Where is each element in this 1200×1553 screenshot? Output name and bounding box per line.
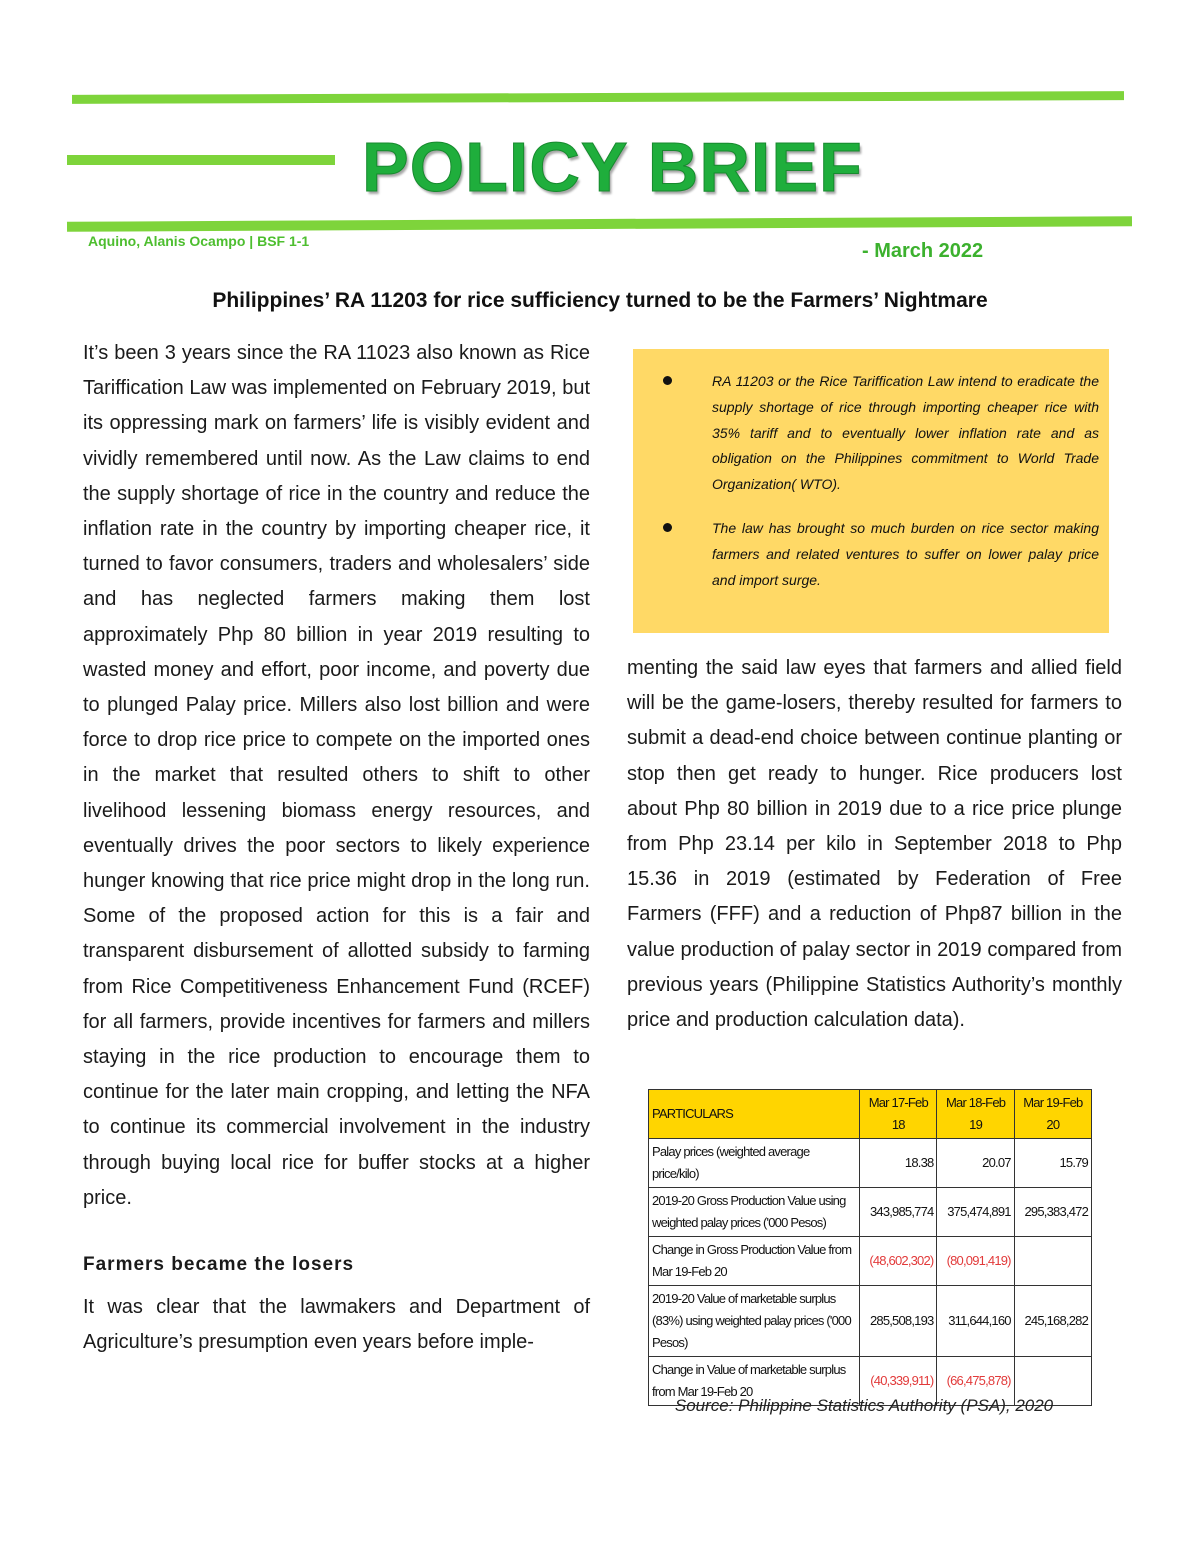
table-row xyxy=(649,1139,1092,1188)
table-cell: 20.07 xyxy=(937,1139,1014,1188)
title-accent-line xyxy=(67,155,335,165)
list-item xyxy=(645,369,1099,498)
section-paragraph: It was clear that the lawmakers and Department of Agriculture’s presumption even years before imple- xyxy=(83,1296,590,1354)
key-points-box xyxy=(633,349,1109,633)
bullet-icon xyxy=(663,376,672,385)
table-cell: 285,508,193 xyxy=(860,1286,937,1357)
row-label: Change in Gross Production Value from Mar 19-Feb 20 xyxy=(649,1237,860,1286)
bullet-icon xyxy=(663,523,672,532)
document-title: POLICY BRIEF xyxy=(362,128,863,206)
table-cell: 311,644,160 xyxy=(937,1286,1014,1357)
section-heading: Farmers became the losers xyxy=(83,1254,355,1276)
row-label: 2019-20 Gross Production Value using weighted palay prices ('000 Pesos) xyxy=(649,1188,860,1237)
intro-paragraph: It’s been 3 years since the RA 11023 also known as Rice Tariffication Law was implemented on February 2019, but its oppressing mark on farmers’ life is visibly evident and vividly remembered until now. As the Law claims to end the supply shortage of rice in the country and reduce the inflation rate in the country by importing cheaper rice, it turned to favor consumers, traders and wholesalers’ side and has neglected farmers making them lost approximately Php 80 billion in year 2019 resulting to wasted money and effort, poor income, and poverty due to plunged Palay price. Millers also lost billion and were force to drop rice price to compete on the imported ones in the market that resulted others to shift to other livelihood lessening biomass energy resources, and eventually drives the poor sectors to likely experience hunger knowing that rice price might drop in the long run. Some of the proposed action for this is a fair and transparent disbursement of allotted subsidy to farming from Rice Competitiveness Enhancement Fund (RCEF) for all farmers, provide incentives for farmers and millers staying in the rice production to encourage them to continue for the later main cropping, and letting the NFA to continue its commercial involvement in the industry through buying local rice for buffer stocks at a higher price. xyxy=(83,342,590,1209)
right-column xyxy=(627,651,1122,1038)
continuation-paragraph: menting the said law eyes that farmers and allied field will be the game-losers, thereby resulted for farmers to submit a dead-end choice between continue planting or stop then get ready to hunger. Rice producers lost about Php 80 billion in 2019 due to a rice price plunge from Php 23.14 per kilo in September 2018 to Php 15.36 in 2019 (estimated by Federation of Free Farmers (FFF) and a reduction of Php87 billion in the value production of palay sector in 2019 compared from previous years (Philippine Statistics Authority’s monthly price and production calculation data). xyxy=(627,657,1122,1032)
palay-value-table xyxy=(648,1089,1092,1406)
header-particulars: PARTICULARS xyxy=(649,1090,860,1139)
table-cell: (80,091,419) xyxy=(937,1237,1014,1286)
data-table-container xyxy=(648,1089,1092,1406)
row-label: Palay prices (weighted average price/kilo) xyxy=(649,1139,860,1188)
row-label: 2019-20 Value of marketable surplus (83%) using weighted palay prices ('000 Pesos) xyxy=(649,1286,860,1357)
table-cell: (66,475,878) xyxy=(937,1357,1014,1406)
author-line: Aquino, Alanis Ocampo | BSF 1-1 xyxy=(88,233,310,249)
table-header-row xyxy=(649,1090,1092,1139)
table-cell: 18.38 xyxy=(860,1139,937,1188)
table-cell: 343,985,774 xyxy=(860,1188,937,1237)
key-points-list xyxy=(645,369,1099,593)
top-divider xyxy=(72,91,1124,104)
table-cell xyxy=(1014,1237,1091,1286)
header-period-1: Mar 17-Feb 18 xyxy=(860,1090,937,1139)
table-cell: 15.79 xyxy=(1014,1139,1091,1188)
key-point-text: The law has brought so much burden on rice sector making farmers and related ventures to suffer on lower palay price and import surge. xyxy=(712,519,1099,588)
table-cell: (40,339,911) xyxy=(860,1357,937,1406)
list-item xyxy=(645,516,1099,593)
publication-date: - March 2022 xyxy=(862,240,984,262)
table-row xyxy=(649,1286,1092,1357)
key-point-text: RA 11203 or the Rice Tariffication Law intend to eradicate the supply shortage of rice through importing cheaper rice with 35% tariff and to eventually lower inflation rate and as obligation on the Philippines commitment to World Trade Organization( WTO). xyxy=(712,373,1099,493)
header-period-2: Mar 18-Feb 19 xyxy=(937,1090,1014,1139)
table-cell: (48,602,302) xyxy=(860,1237,937,1286)
table-cell: 295,383,472 xyxy=(1014,1188,1091,1237)
header-period-3: Mar 19-Feb 20 xyxy=(1014,1090,1091,1139)
left-column xyxy=(83,336,590,1360)
table-row xyxy=(649,1237,1092,1286)
header-divider xyxy=(67,216,1132,232)
article-headline: Philippines’ RA 11203 for rice sufficiency turned to be the Farmers’ Nightmare xyxy=(212,289,988,312)
table-source-caption: Source: Philippine Statistics Authority (PSA), 2020 xyxy=(674,1396,1054,1415)
table-cell: 375,474,891 xyxy=(937,1188,1014,1237)
table-cell: 245,168,282 xyxy=(1014,1286,1091,1357)
row-label: Change in Value of marketable surplus from Mar 19-Feb 20 xyxy=(649,1357,860,1406)
table-row xyxy=(649,1188,1092,1237)
